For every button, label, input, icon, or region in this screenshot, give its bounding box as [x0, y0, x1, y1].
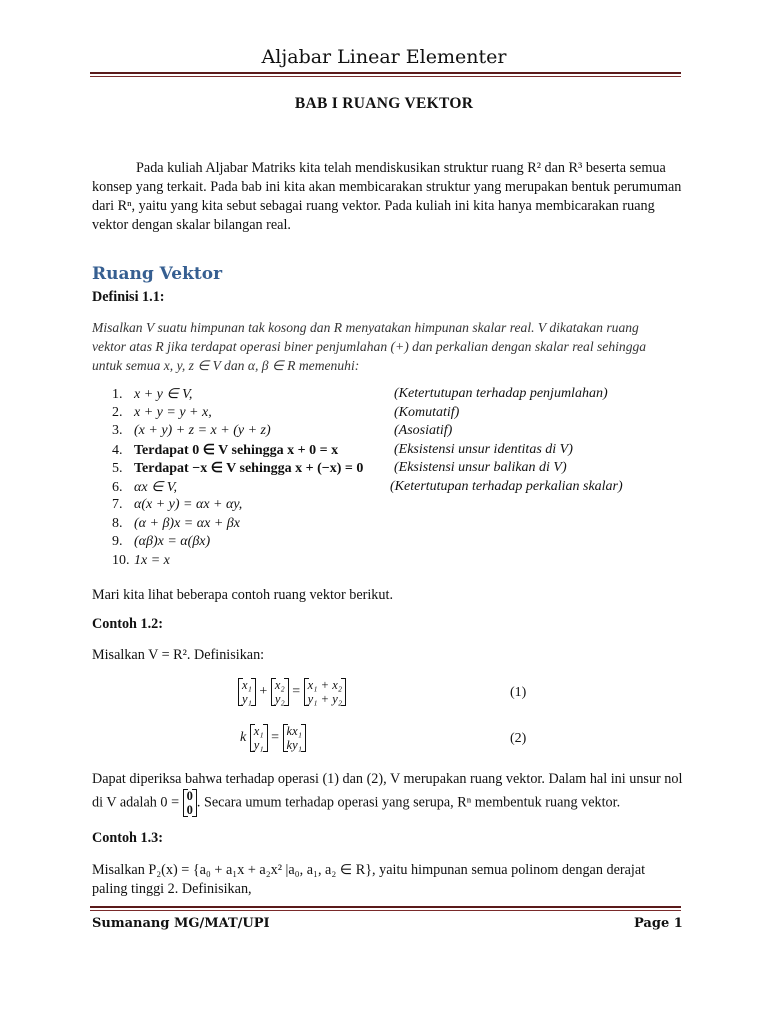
example-label: Contoh 1.2:	[92, 616, 163, 632]
intro-line: dari Rⁿ, yaitu yang kita sebut sebagai ruang vektor. Pada kuliah ini kita hanya membicarakan ruang	[92, 198, 655, 214]
axiom-item: 3. (x + y) + z = x + (y + z)	[112, 423, 271, 438]
axiom-note: (Asosiatif)	[394, 423, 453, 438]
axiom-note: (Komutatif)	[394, 405, 460, 420]
definition-label: Definisi 1.1:	[92, 289, 165, 305]
axiom-item: 1. x + y ∈ V,	[112, 387, 193, 402]
footer-rule-thin	[90, 910, 681, 911]
example-conclusion-2: di V adalah 0 = 0 0 . Secara umum terhadap operasi yang serupa, Rⁿ membentuk ruang vektor.	[92, 789, 621, 817]
matrix: x₁ y₁	[250, 724, 268, 752]
example-conclusion	[92, 770, 683, 789]
example-line: Misalkan P₂(x) = {a₀ + a₁x + a₂x² |a₀, a₁, a₂ ∈ R}, yaitu himpunan semua polinom dengan derajat	[92, 862, 646, 878]
axiom-item: 5. Terdapat −x ∈ V sehingga x + (−x) = 0	[112, 461, 364, 476]
axiom-note: (Eksistensi unsur balikan di V)	[394, 460, 567, 475]
axiom-item: 9. (αβ)x = α(βx)	[112, 534, 211, 549]
axiom-item: 8. (α + β)x = αx + βx	[112, 516, 240, 531]
intro-line: Pada kuliah Aljabar Matriks kita telah mendiskusikan struktur ruang R² dan R³ beserta semua	[136, 160, 666, 176]
axiom-item: 2. x + y = y + x,	[112, 405, 212, 420]
axiom-note: (Eksistensi unsur identitas di V)	[394, 442, 573, 457]
page-number: Page 1	[634, 916, 683, 931]
intro-line: vektor dengan skalar bilangan real.	[92, 217, 291, 233]
equation-number: (2)	[510, 731, 527, 746]
matrix: x₁ y₁	[238, 678, 256, 706]
example-intro: Misalkan V = R². Definisikan:	[92, 647, 265, 663]
matrix: kx₁ ky₁	[283, 724, 306, 752]
header-rule-thin	[90, 76, 681, 77]
axiom-item: 10. 1x = x	[112, 553, 170, 568]
header-rule	[90, 72, 681, 74]
definition-line: untuk semua x, y, z ∈ V dan α, β ∈ R memenuhi:	[92, 358, 360, 373]
axiom-note: (Ketertutupan terhadap perkalian skalar)	[390, 479, 623, 494]
example-line: paling tinggi 2. Definisikan,	[92, 881, 252, 897]
matrix: x₁ + x₂ y₁ + y₂	[304, 678, 346, 706]
zero-vector: 0 0	[183, 789, 197, 817]
transition-text: Mari kita lihat beberapa contoh ruang vektor berikut.	[92, 587, 393, 603]
axiom-item: 4. Terdapat 0 ∈ V sehingga x + 0 = x	[112, 443, 339, 458]
axiom-note: (Ketertutupan terhadap penjumlahan)	[394, 386, 608, 401]
example-text	[92, 861, 678, 899]
matrix: x₂ y₂	[271, 678, 289, 706]
equation-number: (1)	[510, 685, 527, 700]
definition-text	[92, 318, 678, 375]
chapter-title: BAB I RUANG VEKTOR	[294, 95, 474, 112]
axiom-item: 7. α(x + y) = αx + αy,	[112, 497, 243, 512]
footer-rule	[90, 906, 681, 908]
equation-1: x₁ y₁ + x₂ y₂ = x₁ + x₂ y₁ + y₂	[238, 678, 346, 706]
intro-line: konsep yang terkait. Pada bab ini kita akan membicarakan struktur yang merupakan bentuk perumuman	[92, 179, 682, 195]
section-heading: Ruang Vektor	[92, 264, 223, 284]
intro-paragraph	[92, 159, 682, 235]
running-header: Aljabar Linear Elementer	[261, 46, 507, 68]
conclusion-line: Dapat diperiksa bahwa terhadap operasi (1) dan (2), V merupakan ruang vektor. Dalam hal ini unsur nol	[92, 771, 683, 787]
equation-2: k x₁ y₁ = kx₁ ky₁	[240, 724, 306, 752]
example-label: Contoh 1.3:	[92, 830, 163, 846]
footer-author: Sumanang MG/MAT/UPI	[92, 916, 270, 931]
axiom-item: 6. αx ∈ V,	[112, 480, 178, 495]
definition-line: vektor atas R jika terdapat operasi biner penjumlahan (+) dan perkalian dengan skalar real sehingga	[92, 339, 647, 354]
definition-line: Misalkan V suatu himpunan tak kosong dan R menyatakan himpunan skalar real. V dikatakan ruang	[92, 320, 639, 335]
